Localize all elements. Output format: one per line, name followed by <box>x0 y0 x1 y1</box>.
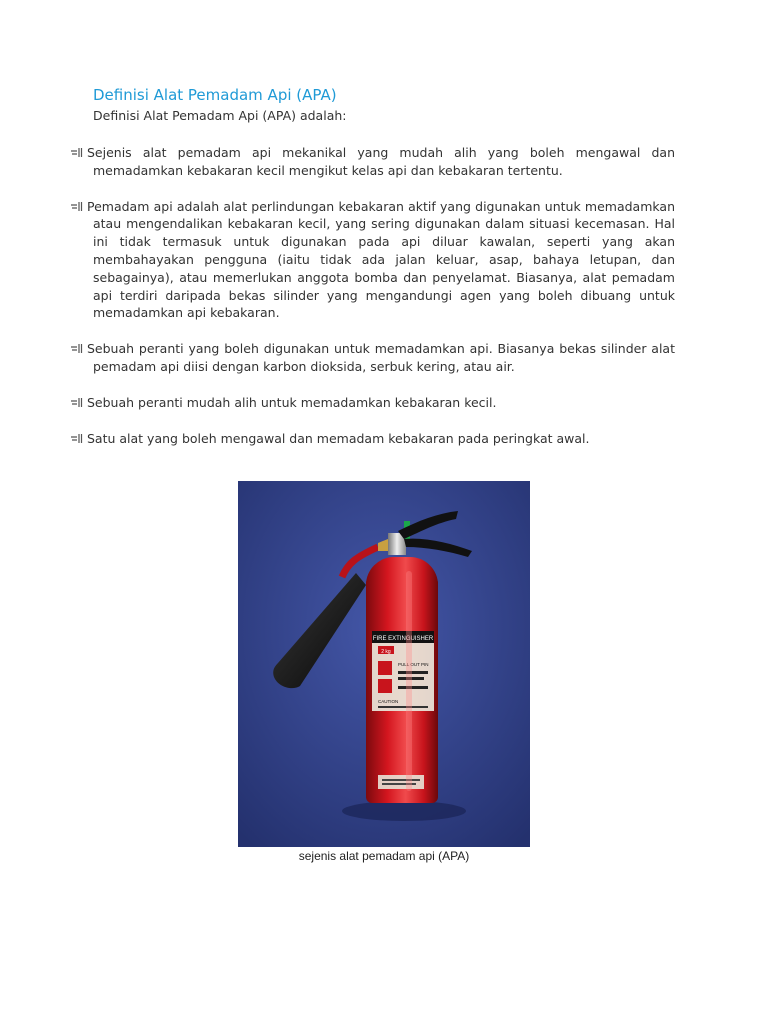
hand-pointer-icon <box>70 395 84 409</box>
list-item <box>70 198 675 323</box>
hand-pointer-icon <box>70 341 84 355</box>
list-item-text: Pemadam api adalah alat perlindungan kebakaran aktif yang digunakan untuk memadamkan atau mengendalikan kebakaran kecil, yang sering digunakan dalam situasi kecemasan. Hal ini tidak termasuk untuk digunakan pada api diluar kawalan, seperti yang akan membahayakan pengguna (iaitu tidak ada jalan keluar, asap, bahaya letupan, dan sebagainya), atau memerlukan anggota bomba dan penyelamat. Biasanya, alat pemadam api terdiri daripada bekas silinder yang mengandungi agen yang boleh dibuang untuk memadamkan api kebakaran. <box>87 198 675 321</box>
hand-pointer-icon <box>70 145 84 159</box>
fire-extinguisher-photo <box>238 481 530 847</box>
list-item-text: Satu alat yang boleh mengawal dan memadam kebakaran pada peringkat awal. <box>87 430 590 446</box>
intro-text: Definisi Alat Pemadam Api (APA) adalah: <box>93 108 347 123</box>
list-item-text: Sejenis alat pemadam api mekanikal yang mudah alih yang boleh mengawal dan memadamkan kebakaran kecil mengikut kelas api dan kebakaran tertentu. <box>87 145 675 178</box>
list-item-text: Sebuah peranti yang boleh digunakan untuk memadamkan api. Biasanya bekas silinder alat pemadam api diisi dengan karbon dioksida, serbuk kering, atau air. <box>87 341 675 374</box>
hand-pointer-icon <box>70 431 84 445</box>
label-line: PULL OUT PIN <box>398 662 429 667</box>
list-item <box>70 394 675 412</box>
document-title: Definisi Alat Pemadam Api (APA) <box>93 86 337 104</box>
label-line: FIRE EXTINGUISHER <box>372 636 434 642</box>
label-line: 2 kg <box>381 649 391 655</box>
label-line: CAUTION <box>378 699 399 704</box>
list-item <box>70 340 675 376</box>
list-item-text: Sebuah peranti mudah alih untuk memadamkan kebakaran kecil. <box>87 394 497 410</box>
list-item <box>70 430 675 448</box>
figure-caption: sejenis alat pemadam api (APA) <box>298 849 470 863</box>
definition-list <box>70 144 675 465</box>
hand-pointer-icon <box>70 199 84 213</box>
list-item <box>70 144 675 180</box>
